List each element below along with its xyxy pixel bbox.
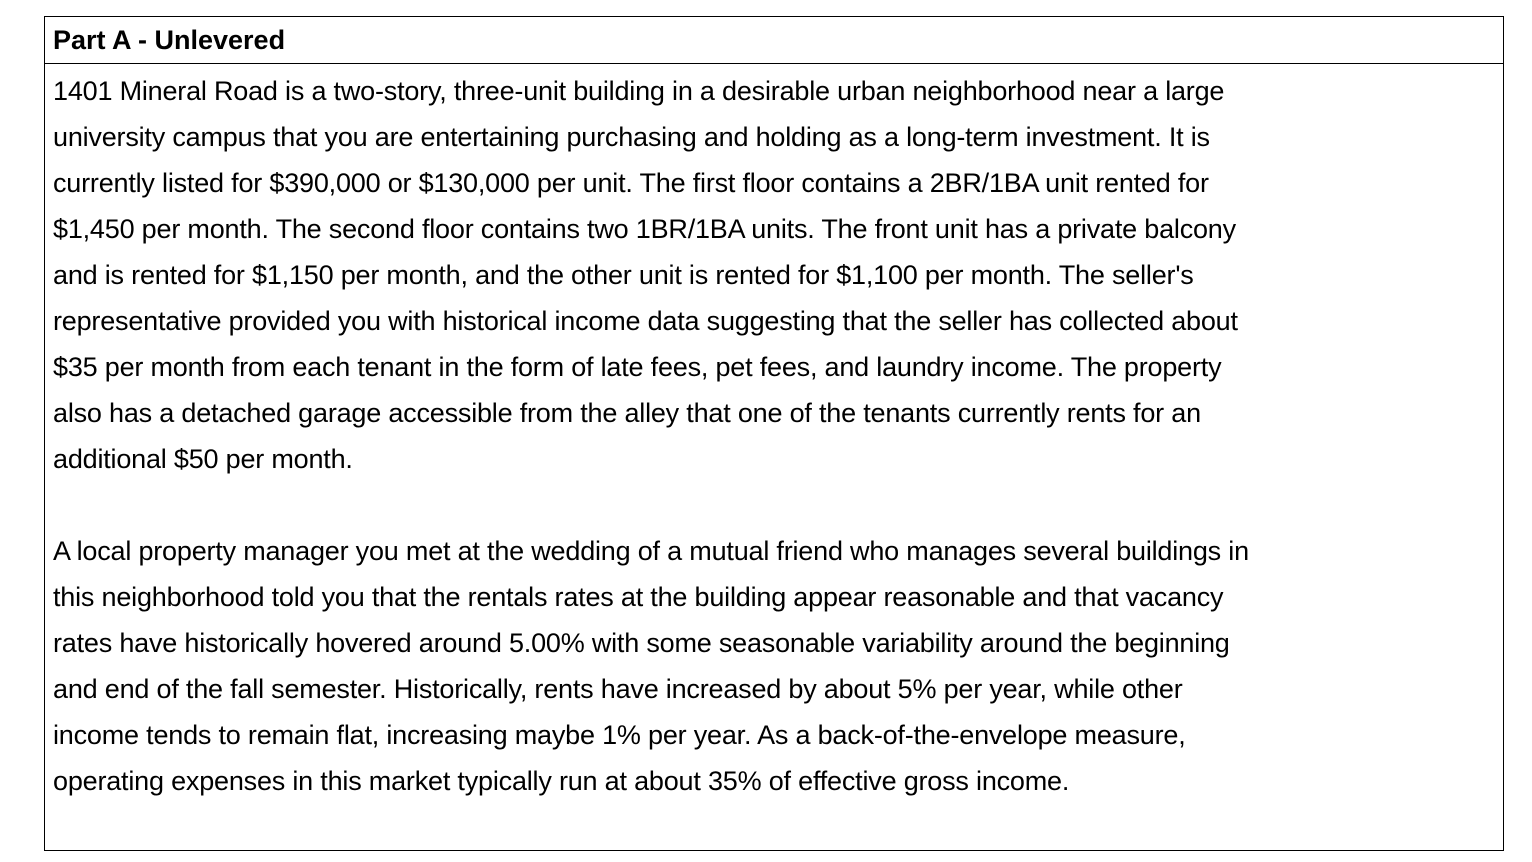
section-title: Part A - Unlevered <box>53 25 286 55</box>
paragraph-line: A local property manager you met at the wedding of a mutual friend who manages several buildings in <box>53 536 1249 566</box>
paragraph-line: $35 per month from each tenant in the form of late fees, pet fees, and laundry income. The property <box>53 352 1222 382</box>
paragraph-2 <box>53 528 1493 804</box>
paragraph-line: operating expenses in this market typically run at about 35% of effective gross income. <box>53 766 1070 796</box>
problem-box <box>44 16 1504 851</box>
paragraph-line: rates have historically hovered around 5.00% with some seasonable variability around the beginning <box>53 628 1230 658</box>
paragraph-spacer <box>53 482 1493 528</box>
paragraph-line: this neighborhood told you that the rentals rates at the building appear reasonable and that vacancy <box>53 582 1224 612</box>
paragraph-line: university campus that you are entertaining purchasing and holding as a long-term investment. It is <box>53 122 1210 152</box>
paragraph-line: currently listed for $390,000 or $130,000 per unit. The first floor contains a 2BR/1BA unit rented for <box>53 168 1209 198</box>
paragraph-line: and is rented for $1,150 per month, and the other unit is rented for $1,100 per month. The seller's <box>53 260 1194 290</box>
paragraph-line: representative provided you with historical income data suggesting that the seller has collected about <box>53 306 1238 336</box>
paragraph-line: also has a detached garage accessible from the alley that one of the tenants currently rents for an <box>53 398 1201 428</box>
paragraph-1 <box>53 68 1493 482</box>
paragraph-line: 1401 Mineral Road is a two-story, three-unit building in a desirable urban neighborhood near a large <box>53 76 1225 106</box>
paragraph-line: and end of the fall semester. Historically, rents have increased by about 5% per year, while other <box>53 674 1183 704</box>
body-cell <box>53 68 1493 804</box>
paragraph-line: income tends to remain flat, increasing maybe 1% per year. As a back-of-the-envelope measure, <box>53 720 1186 750</box>
header-cell <box>45 17 1503 64</box>
paragraph-line: $1,450 per month. The second floor contains two 1BR/1BA units. The front unit has a private balcony <box>53 214 1236 244</box>
paragraph-line: additional $50 per month. <box>53 444 353 474</box>
